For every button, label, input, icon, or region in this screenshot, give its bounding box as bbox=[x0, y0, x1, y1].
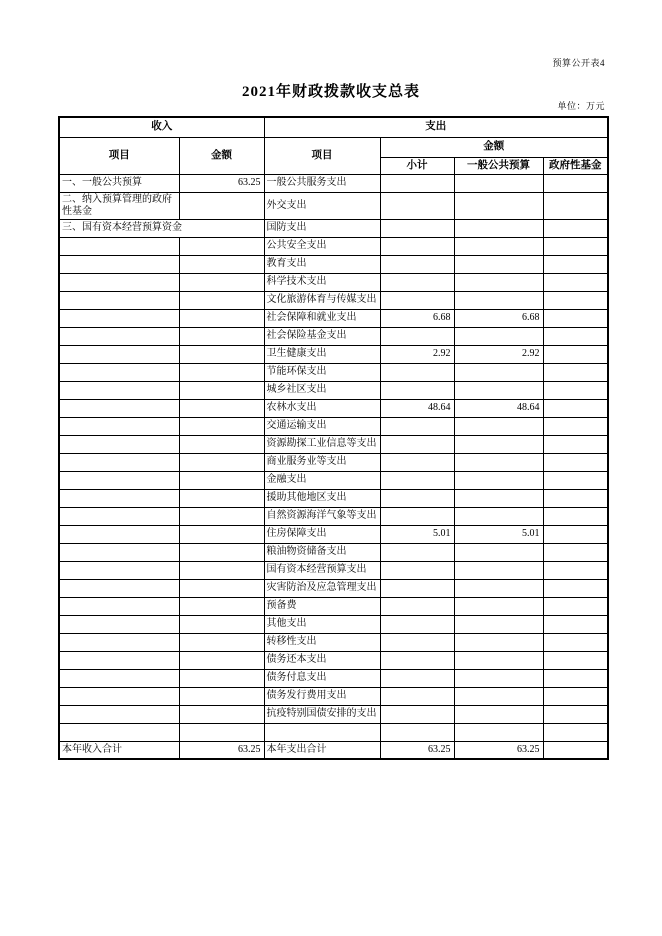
general-budget-cell bbox=[454, 507, 543, 525]
general-budget-cell bbox=[454, 192, 543, 219]
general-budget-cell: 48.64 bbox=[454, 399, 543, 417]
subtotal-cell: 63.25 bbox=[380, 741, 454, 759]
income-amount-cell bbox=[179, 471, 264, 489]
general-budget-header: 一般公共预算 bbox=[454, 157, 543, 174]
expenditure-item-cell: 粮油物资储备支出 bbox=[264, 543, 380, 561]
gov-fund-cell bbox=[543, 453, 608, 471]
general-budget-cell bbox=[454, 543, 543, 561]
income-item-cell bbox=[59, 705, 179, 723]
subtotal-cell bbox=[380, 615, 454, 633]
subtotal-cell bbox=[380, 633, 454, 651]
general-budget-cell bbox=[454, 435, 543, 453]
income-amount-cell bbox=[179, 687, 264, 705]
expenditure-item-cell: 社会保险基金支出 bbox=[264, 327, 380, 345]
income-amount-cell bbox=[179, 597, 264, 615]
table-row bbox=[59, 435, 608, 453]
table-row bbox=[59, 399, 608, 417]
general-budget-cell bbox=[454, 174, 543, 192]
general-budget-cell bbox=[454, 453, 543, 471]
gov-fund-cell bbox=[543, 669, 608, 687]
income-amount-cell bbox=[179, 705, 264, 723]
table-row bbox=[59, 327, 608, 345]
table-row bbox=[59, 345, 608, 363]
subtotal-cell bbox=[380, 561, 454, 579]
expenditure-item-cell: 金融支出 bbox=[264, 471, 380, 489]
expenditure-item-cell: 节能环保支出 bbox=[264, 363, 380, 381]
income-item-cell bbox=[59, 471, 179, 489]
general-budget-cell bbox=[454, 237, 543, 255]
gov-fund-cell bbox=[543, 525, 608, 543]
subtotal-cell bbox=[380, 381, 454, 399]
income-item-cell bbox=[59, 345, 179, 363]
general-budget-cell bbox=[454, 471, 543, 489]
subtotal-cell bbox=[380, 723, 454, 741]
income-item-cell bbox=[59, 399, 179, 417]
table-row bbox=[59, 489, 608, 507]
expenditure-amount-header: 金额 bbox=[380, 137, 608, 157]
income-amount-cell bbox=[179, 561, 264, 579]
general-budget-cell bbox=[454, 651, 543, 669]
general-budget-cell: 63.25 bbox=[454, 741, 543, 759]
subtotal-cell: 48.64 bbox=[380, 399, 454, 417]
subtotal-cell bbox=[380, 192, 454, 219]
general-budget-cell bbox=[454, 561, 543, 579]
gov-fund-cell bbox=[543, 273, 608, 291]
income-item-header: 项目 bbox=[59, 137, 179, 174]
gov-fund-cell bbox=[543, 417, 608, 435]
expenditure-item-cell: 预备费 bbox=[264, 597, 380, 615]
table-row bbox=[59, 192, 608, 219]
income-amount-cell bbox=[179, 651, 264, 669]
subtotal-cell bbox=[380, 219, 454, 237]
table-row bbox=[59, 174, 608, 192]
income-amount-cell bbox=[179, 669, 264, 687]
income-amount-cell bbox=[179, 489, 264, 507]
table-row bbox=[59, 723, 608, 741]
income-item-cell bbox=[59, 651, 179, 669]
general-budget-cell bbox=[454, 291, 543, 309]
gov-fund-cell bbox=[543, 399, 608, 417]
income-amount-cell bbox=[179, 453, 264, 471]
income-item-cell bbox=[59, 633, 179, 651]
table-row bbox=[59, 687, 608, 705]
gov-fund-cell bbox=[543, 363, 608, 381]
expenditure-item-cell: 抗疫特别国债安排的支出 bbox=[264, 705, 380, 723]
general-budget-cell bbox=[454, 417, 543, 435]
expenditure-item-cell: 外交支出 bbox=[264, 192, 380, 219]
table-row bbox=[59, 543, 608, 561]
general-budget-cell bbox=[454, 255, 543, 273]
income-amount-cell bbox=[179, 543, 264, 561]
subtotal-cell bbox=[380, 489, 454, 507]
general-budget-cell bbox=[454, 381, 543, 399]
table-row bbox=[59, 705, 608, 723]
general-budget-cell bbox=[454, 597, 543, 615]
income-amount-cell bbox=[179, 309, 264, 327]
expenditure-item-header: 项目 bbox=[264, 137, 380, 174]
general-budget-cell bbox=[454, 615, 543, 633]
expenditure-item-cell: 援助其他地区支出 bbox=[264, 489, 380, 507]
income-amount-cell bbox=[179, 291, 264, 309]
subtotal-cell bbox=[380, 237, 454, 255]
general-budget-cell bbox=[454, 219, 543, 237]
gov-fund-cell bbox=[543, 651, 608, 669]
gov-fund-cell bbox=[543, 291, 608, 309]
expenditure-item-cell: 债务发行费用支出 bbox=[264, 687, 380, 705]
income-item-cell: 二、纳入预算管理的政府性基金 bbox=[59, 192, 179, 219]
table-row bbox=[59, 363, 608, 381]
subtotal-cell bbox=[380, 543, 454, 561]
page-title: 2021年财政拨款收支总表 bbox=[241, 84, 420, 100]
table-row bbox=[59, 579, 608, 597]
table-row bbox=[59, 507, 608, 525]
expenditure-item-cell: 文化旅游体育与传媒支出 bbox=[264, 291, 380, 309]
subtotal-cell bbox=[380, 651, 454, 669]
income-amount-cell bbox=[179, 345, 264, 363]
table-row bbox=[59, 291, 608, 309]
income-item-cell bbox=[59, 273, 179, 291]
income-item-cell: 三、国有资本经营预算资金 bbox=[59, 219, 264, 237]
income-amount-cell bbox=[179, 255, 264, 273]
subtotal-cell bbox=[380, 417, 454, 435]
income-item-cell bbox=[59, 417, 179, 435]
general-budget-cell bbox=[454, 687, 543, 705]
expenditure-item-cell: 国有资本经营预算支出 bbox=[264, 561, 380, 579]
table-row bbox=[59, 561, 608, 579]
table-body bbox=[59, 174, 608, 759]
income-item-cell bbox=[59, 669, 179, 687]
income-item-cell bbox=[59, 723, 179, 741]
income-item-cell bbox=[59, 561, 179, 579]
gov-fund-cell bbox=[543, 345, 608, 363]
subtotal-cell: 6.68 bbox=[380, 309, 454, 327]
income-amount-cell bbox=[179, 633, 264, 651]
subtotal-cell bbox=[380, 291, 454, 309]
expenditure-item-cell: 农林水支出 bbox=[264, 399, 380, 417]
general-budget-cell bbox=[454, 579, 543, 597]
subtotal-cell bbox=[380, 435, 454, 453]
general-budget-cell bbox=[454, 669, 543, 687]
income-amount-cell bbox=[179, 615, 264, 633]
income-amount-cell bbox=[179, 327, 264, 345]
general-budget-cell bbox=[454, 273, 543, 291]
income-item-cell bbox=[59, 489, 179, 507]
gov-fund-cell bbox=[543, 381, 608, 399]
gov-fund-cell bbox=[543, 237, 608, 255]
income-item-cell bbox=[59, 327, 179, 345]
subtotal-header: 小计 bbox=[380, 157, 454, 174]
general-budget-cell: 6.68 bbox=[454, 309, 543, 327]
general-budget-cell bbox=[454, 327, 543, 345]
income-amount-cell: 63.25 bbox=[179, 174, 264, 192]
income-amount-cell bbox=[179, 507, 264, 525]
subtotal-cell bbox=[380, 579, 454, 597]
subtotal-cell bbox=[380, 174, 454, 192]
general-budget-cell: 2.92 bbox=[454, 345, 543, 363]
table-row bbox=[59, 273, 608, 291]
gov-fund-cell bbox=[543, 615, 608, 633]
expenditure-item-cell: 债务还本支出 bbox=[264, 651, 380, 669]
expenditure-item-cell: 交通运输支出 bbox=[264, 417, 380, 435]
income-amount-cell bbox=[179, 525, 264, 543]
expenditure-item-cell: 商业服务业等支出 bbox=[264, 453, 380, 471]
income-amount-cell: 63.25 bbox=[179, 741, 264, 759]
table-row-header-groups bbox=[59, 117, 608, 137]
income-item-cell bbox=[59, 435, 179, 453]
expenditure-item-cell: 教育支出 bbox=[264, 255, 380, 273]
gov-fund-cell bbox=[543, 192, 608, 219]
subtotal-cell bbox=[380, 597, 454, 615]
income-amount-cell bbox=[179, 363, 264, 381]
subtotal-cell bbox=[380, 669, 454, 687]
subtotal-cell bbox=[380, 705, 454, 723]
gov-fund-cell bbox=[543, 687, 608, 705]
income-amount-cell bbox=[179, 192, 264, 219]
gov-fund-cell bbox=[543, 255, 608, 273]
expenditure-item-cell: 自然资源海洋气象等支出 bbox=[264, 507, 380, 525]
income-item-cell bbox=[59, 525, 179, 543]
table-row bbox=[59, 381, 608, 399]
income-item-cell bbox=[59, 579, 179, 597]
gov-fund-cell bbox=[543, 507, 608, 525]
income-amount-cell bbox=[179, 399, 264, 417]
income-item-cell bbox=[59, 507, 179, 525]
income-item-cell bbox=[59, 381, 179, 399]
income-item-cell bbox=[59, 309, 179, 327]
gov-fund-cell bbox=[543, 489, 608, 507]
income-item-cell bbox=[59, 615, 179, 633]
income-item-cell: 一、一般公共预算 bbox=[59, 174, 179, 192]
general-budget-cell bbox=[454, 489, 543, 507]
table-row bbox=[59, 219, 608, 237]
expenditure-item-cell: 卫生健康支出 bbox=[264, 345, 380, 363]
table-row bbox=[59, 651, 608, 669]
table-row bbox=[59, 669, 608, 687]
income-item-cell bbox=[59, 543, 179, 561]
expenditure-item-cell: 其他支出 bbox=[264, 615, 380, 633]
subtotal-cell bbox=[380, 255, 454, 273]
income-group-header: 收入 bbox=[59, 117, 264, 137]
income-amount-cell bbox=[179, 435, 264, 453]
income-amount-cell bbox=[179, 237, 264, 255]
gov-fund-cell bbox=[543, 309, 608, 327]
unit-label: 单位：万元 bbox=[557, 101, 605, 111]
gov-fund-cell bbox=[543, 174, 608, 192]
subtotal-cell: 5.01 bbox=[380, 525, 454, 543]
income-item-cell bbox=[59, 255, 179, 273]
expenditure-item-cell: 转移性支出 bbox=[264, 633, 380, 651]
budget-summary-table bbox=[58, 116, 609, 760]
expenditure-item-cell: 公共安全支出 bbox=[264, 237, 380, 255]
table-row-header-columns bbox=[59, 137, 608, 157]
gov-fund-cell bbox=[543, 435, 608, 453]
table-row bbox=[59, 597, 608, 615]
general-budget-cell: 5.01 bbox=[454, 525, 543, 543]
subtotal-cell bbox=[380, 273, 454, 291]
gov-fund-cell bbox=[543, 705, 608, 723]
general-budget-cell bbox=[454, 363, 543, 381]
subtotal-cell: 2.92 bbox=[380, 345, 454, 363]
table-row bbox=[59, 741, 608, 759]
table-row bbox=[59, 633, 608, 651]
gov-fund-cell bbox=[543, 543, 608, 561]
table-number-note: 预算公开表4 bbox=[552, 58, 605, 68]
expenditure-item-cell: 本年支出合计 bbox=[264, 741, 380, 759]
gov-fund-cell bbox=[543, 219, 608, 237]
income-amount-cell bbox=[179, 273, 264, 291]
expenditure-item-cell: 国防支出 bbox=[264, 219, 380, 237]
expenditure-item-cell: 债务付息支出 bbox=[264, 669, 380, 687]
subtotal-cell bbox=[380, 507, 454, 525]
income-amount-cell bbox=[179, 417, 264, 435]
subtotal-cell bbox=[380, 363, 454, 381]
expenditure-item-cell bbox=[264, 723, 380, 741]
income-item-cell bbox=[59, 237, 179, 255]
gov-fund-cell bbox=[543, 471, 608, 489]
gov-fund-cell bbox=[543, 579, 608, 597]
subtotal-cell bbox=[380, 471, 454, 489]
table-row bbox=[59, 453, 608, 471]
table-row bbox=[59, 237, 608, 255]
expenditure-item-cell: 社会保障和就业支出 bbox=[264, 309, 380, 327]
gov-fund-header: 政府性基金 bbox=[543, 157, 608, 174]
gov-fund-cell bbox=[543, 723, 608, 741]
income-amount-cell bbox=[179, 381, 264, 399]
general-budget-cell bbox=[454, 723, 543, 741]
income-item-cell bbox=[59, 687, 179, 705]
table-row bbox=[59, 471, 608, 489]
gov-fund-cell bbox=[543, 561, 608, 579]
general-budget-cell bbox=[454, 633, 543, 651]
income-amount-header: 金额 bbox=[179, 137, 264, 174]
expenditure-item-cell: 城乡社区支出 bbox=[264, 381, 380, 399]
income-item-cell bbox=[59, 453, 179, 471]
table-row bbox=[59, 417, 608, 435]
income-item-cell bbox=[59, 291, 179, 309]
subtotal-cell bbox=[380, 687, 454, 705]
expenditure-item-cell: 科学技术支出 bbox=[264, 273, 380, 291]
gov-fund-cell bbox=[543, 327, 608, 345]
expenditure-item-cell: 灾害防治及应急管理支出 bbox=[264, 579, 380, 597]
table-row bbox=[59, 615, 608, 633]
income-amount-cell bbox=[179, 579, 264, 597]
gov-fund-cell bbox=[543, 741, 608, 759]
general-budget-cell bbox=[454, 705, 543, 723]
income-item-cell bbox=[59, 363, 179, 381]
income-item-cell: 本年收入合计 bbox=[59, 741, 179, 759]
expenditure-item-cell: 一般公共服务支出 bbox=[264, 174, 380, 192]
income-amount-cell bbox=[179, 723, 264, 741]
subtotal-cell bbox=[380, 453, 454, 471]
expenditure-group-header: 支出 bbox=[264, 117, 608, 137]
gov-fund-cell bbox=[543, 597, 608, 615]
gov-fund-cell bbox=[543, 633, 608, 651]
table-row bbox=[59, 525, 608, 543]
table-row bbox=[59, 309, 608, 327]
income-item-cell bbox=[59, 597, 179, 615]
expenditure-item-cell: 住房保障支出 bbox=[264, 525, 380, 543]
expenditure-item-cell: 资源勘探工业信息等支出 bbox=[264, 435, 380, 453]
table-row bbox=[59, 255, 608, 273]
subtotal-cell bbox=[380, 327, 454, 345]
